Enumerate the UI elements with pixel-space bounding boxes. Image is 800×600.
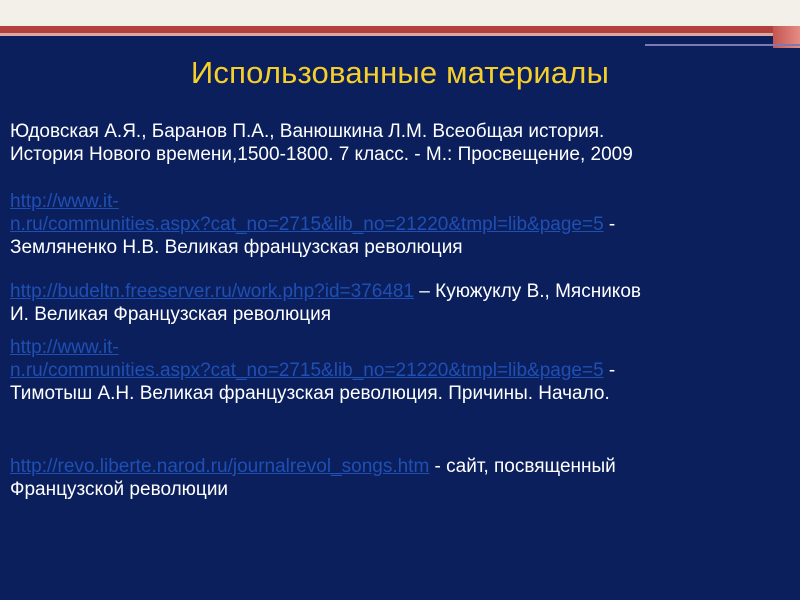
reference-3 bbox=[10, 336, 780, 405]
reference-3-text: Тимотыш А.Н. Великая французская революция. Причины. Начало. bbox=[10, 383, 610, 404]
reference-1-separator: - bbox=[603, 214, 616, 235]
reference-3-link-part2[interactable]: n.ru/communities.aspx?cat_no=2715&lib_no=21220&tmpl=lib&page=5 bbox=[10, 360, 604, 381]
reference-2 bbox=[10, 280, 780, 326]
reference-1 bbox=[10, 190, 780, 259]
reference-2-separator: – bbox=[414, 281, 436, 302]
reference-1-link-part1[interactable]: http://www.it- bbox=[10, 191, 119, 212]
reference-2-text: И. Великая Французская революция bbox=[10, 304, 331, 325]
reference-3-separator: - bbox=[603, 360, 616, 381]
reference-1-text: Земляненко Н.В. Великая французская революция bbox=[10, 237, 463, 258]
reference-1-link-part2[interactable]: n.ru/communities.aspx?cat_no=2715&lib_no=21220&tmpl=lib&page=5 bbox=[10, 214, 604, 235]
red-stripe bbox=[0, 26, 800, 33]
reference-2-link[interactable]: http://budeltn.freeserver.ru/work.php?id=376481 bbox=[10, 281, 415, 302]
accent-line bbox=[645, 44, 800, 46]
pink-stripe bbox=[0, 33, 800, 36]
reference-4-separator: - bbox=[429, 456, 447, 477]
book-line-2: История Нового времени,1500-1800. 7 класс. - М.: Просвещение, 2009 bbox=[10, 144, 633, 165]
reference-4 bbox=[10, 455, 780, 501]
reference-4-text-inline: сайт, посвященный bbox=[446, 456, 616, 477]
reference-4-link[interactable]: http://revo.liberte.narod.ru/journalrevol_songs.htm bbox=[10, 456, 430, 477]
top-band bbox=[0, 0, 800, 26]
top-decoration bbox=[0, 0, 800, 38]
reference-2-text-inline: Куюжуклу В., Мясников bbox=[435, 281, 641, 302]
slide-title: Использованные материалы bbox=[190, 55, 610, 90]
book-line-1: Юдовская А.Я., Баранов П.А., Ванюшкина Л.М. Всеобщая история. bbox=[10, 121, 605, 142]
reference-4-text: Французской революции bbox=[10, 479, 229, 500]
book-reference bbox=[10, 120, 790, 166]
reference-3-link-part1[interactable]: http://www.it- bbox=[10, 337, 119, 358]
